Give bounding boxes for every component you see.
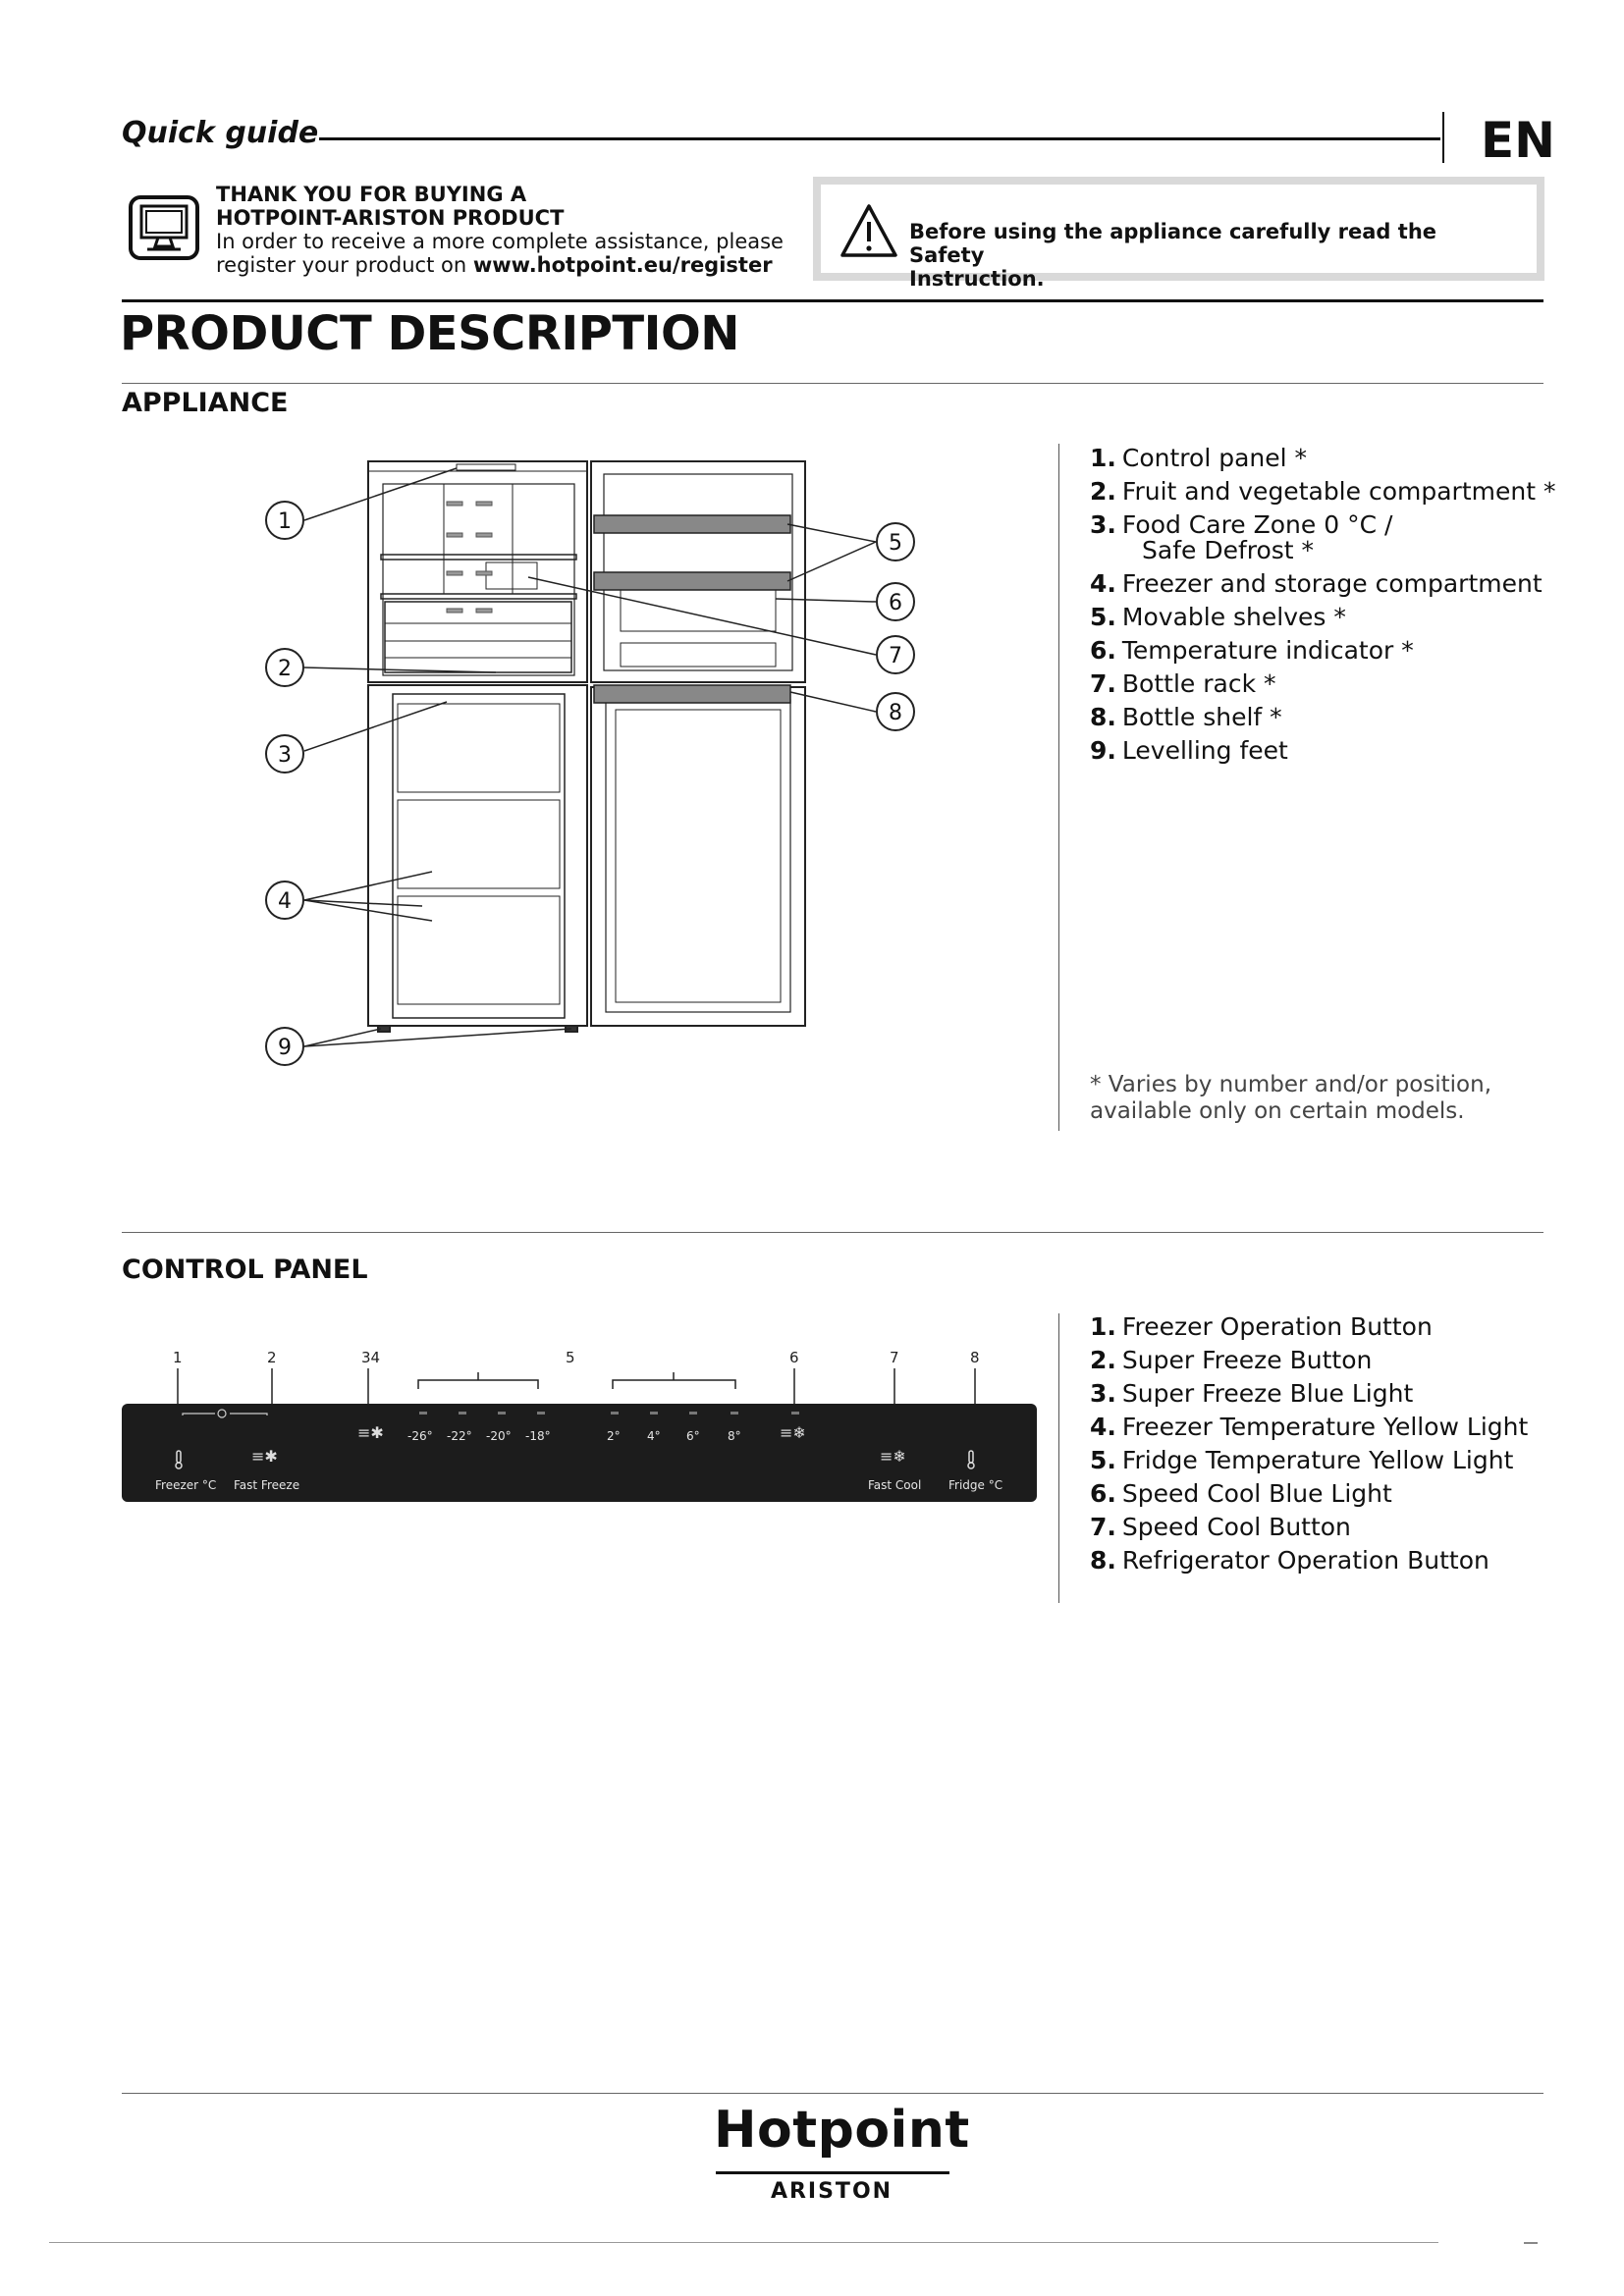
list-item: 6. Temperature indicator * [1090, 636, 1414, 665]
control-panel-list [1090, 1310, 1528, 1577]
register-line-2 [216, 253, 784, 277]
cp-number-34: 34 [361, 1349, 381, 1366]
list-item: 1. Control panel * [1090, 444, 1308, 472]
safety-notice-text [909, 220, 1518, 291]
callout-4: 4 [278, 889, 292, 914]
section-rule [122, 383, 1543, 384]
list-item: 9. Levelling feet [1090, 736, 1288, 765]
cp-number-2: 2 [267, 1349, 277, 1366]
list-item: 3. Food Care Zone 0 °C / Safe Defrost * [1090, 510, 1393, 564]
language-code: EN [1481, 112, 1556, 169]
page-mark [1524, 2242, 1538, 2244]
callout-9: 9 [278, 1036, 292, 1060]
appliance-parts-list [1090, 442, 1555, 768]
thanks-line-2: HOTPOINT-ARISTON PRODUCT [216, 206, 565, 230]
list-item: 4. Freezer and storage compartment [1090, 569, 1543, 598]
freezer-temp-label: -22° [447, 1429, 472, 1443]
callout-7: 7 [889, 644, 902, 668]
list-item: 7. Bottle rack * [1090, 669, 1276, 698]
header-divider [1442, 112, 1444, 163]
quick-guide-label: Quick guide [122, 116, 319, 150]
callout-1: 1 [278, 509, 292, 534]
appliance-heading: APPLIANCE [122, 388, 289, 418]
fast-freeze-icon[interactable]: ≡✱ [251, 1447, 278, 1466]
safety-line-1: Before using the appliance carefully read the Safety [909, 220, 1437, 267]
safety-notice-box [813, 177, 1544, 291]
super-freeze-light-icon: ≡✱ [357, 1423, 384, 1442]
list-item: 8. Bottle shelf * [1090, 703, 1282, 731]
brand-logo: Hotpoint [714, 2101, 970, 2160]
list-item: 1. Freezer Operation Button [1090, 1312, 1433, 1341]
list-item: 5. Movable shelves * [1090, 603, 1346, 631]
fridge-temp-label: 2° [607, 1429, 621, 1443]
fast-freeze-button-label[interactable]: Fast Freeze [234, 1478, 300, 1492]
list-item: 4. Freezer Temperature Yellow Light [1090, 1413, 1529, 1441]
fridge-button-label[interactable]: Fridge °C [948, 1478, 1003, 1492]
fast-cool-icon[interactable]: ≡❄ [880, 1447, 906, 1466]
register-link[interactable]: www.hotpoint.eu/register [472, 253, 773, 277]
thanks-line-1: THANK YOU FOR BUYING A [216, 183, 527, 206]
computer-monitor-icon [128, 194, 200, 263]
callout-3: 3 [278, 743, 292, 768]
callout-2: 2 [278, 657, 292, 681]
cp-number-1: 1 [173, 1349, 183, 1366]
brand-logo-sub: ARISTON [770, 2179, 893, 2204]
register-line-1: In order to receive a more complete assistance, please [216, 230, 784, 253]
freezer-temp-label: -20° [486, 1429, 512, 1443]
page-title: PRODUCT DESCRIPTION [120, 306, 739, 361]
logo-underline [716, 2171, 949, 2174]
speed-cool-light-icon: ≡❄ [780, 1423, 806, 1442]
warning-triangle-icon [839, 202, 899, 259]
list-item: 2. Fruit and vegetable compartment * [1090, 477, 1556, 506]
registration-notice [216, 183, 784, 277]
list-item: 7. Speed Cool Button [1090, 1513, 1351, 1541]
control-list-divider [1058, 1313, 1059, 1603]
safety-line-2: Instruction. [909, 267, 1045, 291]
variation-note: * Varies by number and/or position, available only on certain models. [1090, 1072, 1492, 1124]
freezer-button-label[interactable]: Freezer °C [155, 1478, 217, 1492]
fridge-temp-label: 4° [647, 1429, 661, 1443]
header-rule [319, 137, 1440, 140]
control-panel-diagram [122, 1345, 1037, 1512]
cp-number-7: 7 [890, 1349, 899, 1366]
appliance-diagram [255, 447, 943, 1134]
fridge-temp-label: 8° [728, 1429, 741, 1443]
title-rule [122, 299, 1543, 302]
cp-number-6: 6 [789, 1349, 799, 1366]
control-panel-display [122, 1404, 1037, 1502]
fast-cool-button-label[interactable]: Fast Cool [868, 1478, 922, 1492]
list-item: 3. Super Freeze Blue Light [1090, 1379, 1414, 1408]
list-item: 5. Fridge Temperature Yellow Light [1090, 1446, 1514, 1474]
list-item: 6. Speed Cool Blue Light [1090, 1479, 1392, 1508]
callout-5: 5 [889, 531, 902, 556]
freezer-temp-label: -26° [407, 1429, 433, 1443]
callout-6: 6 [889, 591, 902, 615]
control-panel-heading: CONTROL PANEL [122, 1255, 368, 1285]
cp-number-8: 8 [970, 1349, 980, 1366]
list-item: 8. Refrigerator Operation Button [1090, 1546, 1489, 1575]
footer-rule [122, 2093, 1543, 2094]
list-item: 2. Super Freeze Button [1090, 1346, 1373, 1374]
appliance-list-divider [1058, 444, 1059, 1131]
section-rule [122, 1232, 1543, 1233]
cp-number-5: 5 [566, 1349, 575, 1366]
register-prefix: register your product on [216, 253, 473, 277]
freezer-temp-label: -18° [525, 1429, 551, 1443]
page-bottom-rule [49, 2242, 1438, 2243]
callout-8: 8 [889, 701, 902, 725]
fridge-temp-label: 6° [686, 1429, 700, 1443]
